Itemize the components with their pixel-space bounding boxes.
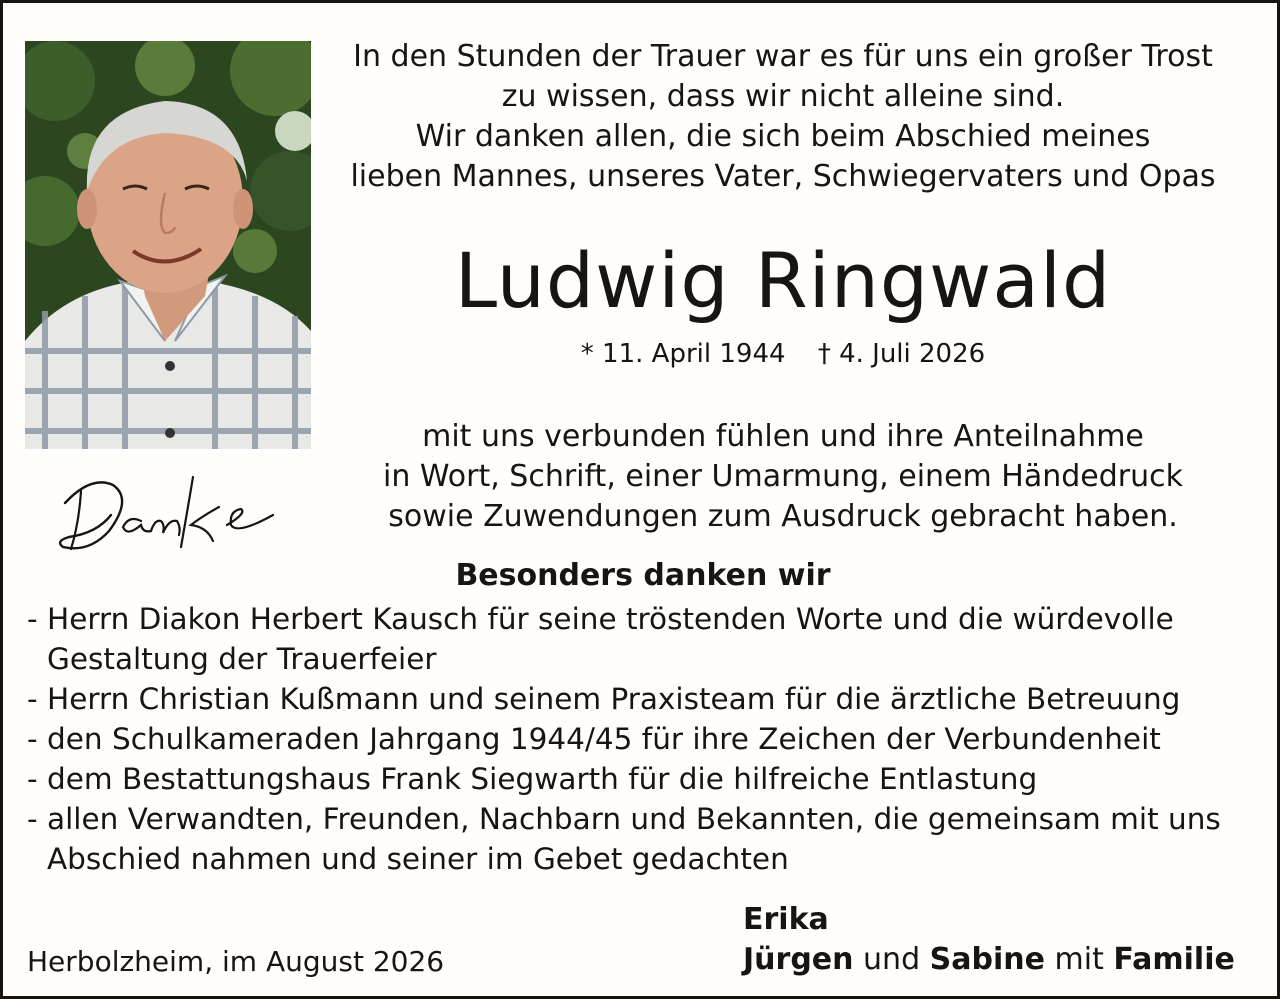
signature-and: und (863, 942, 921, 977)
middle-line: in Wort, Schrift, einer Umarmung, einem Händedruck (382, 459, 1183, 494)
signatures (743, 900, 1235, 980)
middle-text (323, 417, 1243, 537)
intro-line: Wir danken allen, die sich beim Abschied meines (415, 119, 1151, 154)
signature-erika: Erika (743, 902, 829, 937)
birth-date: * 11. April 1944 (580, 339, 786, 369)
signature-family: Familie (1113, 942, 1235, 977)
special-thanks-heading: Besonders danken wir (455, 558, 831, 593)
thanks-item: - dem Bestattungshaus Frank Siegwarth für die hilfreiche Entlastung (27, 762, 1038, 796)
signature-sabine: Sabine (929, 942, 1045, 977)
portrait-image (25, 41, 311, 449)
intro-text (323, 37, 1243, 197)
danke-handwritten-signature (51, 463, 291, 558)
thanks-item: - Herrn Christian Kußmann und seinem Praxisteam für die ärztliche Betreuung (27, 682, 1181, 716)
place-and-date: Herbolzheim, im August 2026 (27, 945, 445, 978)
death-date: † 4. Juli 2026 (817, 339, 986, 369)
thanks-item-continuation: Abschied nahmen und seiner im Gebet gedachten (47, 842, 789, 876)
intro-line: In den Stunden der Trauer war es für uns ein großer Trost (353, 39, 1213, 74)
signature-juergen: Jürgen (743, 942, 854, 977)
middle-line: sowie Zuwendungen zum Ausdruck gebracht haben. (388, 499, 1178, 534)
thanks-item: - allen Verwandten, Freunden, Nachbarn und Bekannten, die gemeinsam mit uns (27, 802, 1221, 836)
thanks-list (27, 599, 1267, 879)
portrait-photo (25, 41, 311, 449)
signature-with: mit (1054, 942, 1104, 977)
intro-line: zu wissen, dass wir nicht alleine sind. (501, 79, 1065, 114)
thanks-item: - Herrn Diakon Herbert Kausch für seine tröstenden Worte und die würdevolle (27, 602, 1174, 636)
middle-line: mit uns verbunden fühlen und ihre Anteilnahme (422, 419, 1144, 454)
thanks-item: - den Schulkameraden Jahrgang 1944/45 für ihre Zeichen der Verbundenheit (27, 722, 1161, 756)
thanks-item-continuation: Gestaltung der Trauerfeier (47, 642, 437, 676)
intro-line: lieben Mannes, unseres Vater, Schwiegervaters und Opas (350, 159, 1216, 194)
deceased-name: Ludwig Ringwald (454, 236, 1112, 325)
life-dates (323, 336, 1243, 372)
